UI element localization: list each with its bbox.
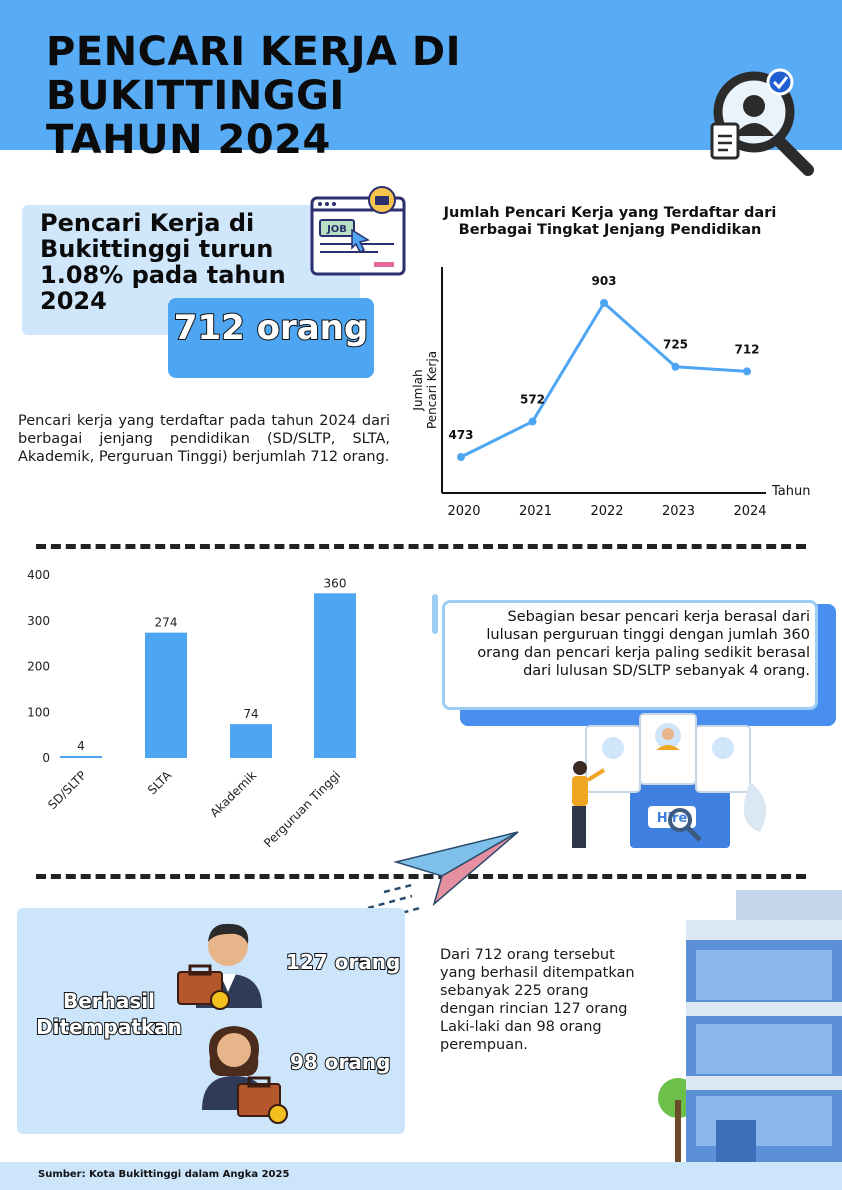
bar [60,756,102,758]
male-placed-count: 127 orang [286,950,401,974]
bar-data-label: 274 [154,615,178,630]
placement-label-line-1: Berhasil [62,989,156,1013]
female-worker-icon [198,1018,298,1130]
line-data-label: 473 [448,428,474,442]
hire-badge-label: Hire [656,811,688,826]
page-title [46,30,746,162]
line-point [600,299,608,307]
line-point [457,453,465,461]
divider [36,544,806,549]
line-data-label: 725 [662,337,689,352]
placement-paragraph: Dari 712 orang tersebut yang berhasil ditempatkan sebanyak 225 orang dengan rincian 127 orang Laki-laki dan 98 orang perempuan. [440,947,635,1053]
bar-y-tick-label: 0 [42,751,50,765]
line-point [743,367,751,375]
title-line-1: PENCARI KERJA DI BUKITTINGGI [46,29,462,119]
hiring-illustration [560,712,790,860]
placement-label [20,988,198,1040]
headline-text: Pencari Kerja di Bukittinggi turun 1.08% pada tahun 2024 [40,209,286,315]
line-x-tick-label: 2023 [661,504,696,519]
line-chart-x-label: Tahun [772,484,811,499]
line-x-tick-label: 2024 [733,504,767,519]
y-label-line: Pencari Kerja [425,350,439,430]
line-x-tick-label: 2020 [447,504,481,519]
callout-accent [432,594,438,634]
line-x-tick-label: 2022 [590,504,624,519]
job-window-icon [308,186,408,278]
bar-category-label: SLTA [144,768,175,798]
line-data-label: 572 [519,392,546,407]
line-point [529,418,537,426]
line-series [461,303,747,457]
bar-data-label: 74 [243,707,259,722]
bar-chart [10,560,410,860]
line-data-label: 712 [734,342,760,357]
job-search-icon [706,66,818,178]
bar [314,593,356,758]
bar-y-tick-label: 200 [27,659,50,674]
placement-label-line-2: Ditempatkan [36,1015,182,1039]
line-data-label: 903 [591,274,617,288]
male-worker-icon [176,916,276,1012]
bar-data-label: 360 [323,576,347,591]
jobseeker-count: 712 orang [173,308,369,348]
bar-category-label: Perguruan Tinggi [261,768,344,851]
bar-y-tick-label: 400 [27,568,50,582]
callout-text: Sebagian besar pencari kerja berasal dari lulusan perguruan tinggi dengan jumlah 360 orang dan pencari kerja paling sedikit berasal dari lulusan SD/SLTP sebanyak 4 orang. [477,609,810,679]
bar [145,633,187,758]
bar-y-tick-label: 300 [27,613,50,628]
bar-y-tick-label: 100 [27,705,50,720]
line-point [672,363,680,371]
source-note: Sumber: Kota Bukittinggi dalam Angka 2025 [38,1169,290,1180]
bar-data-label: 4 [77,739,85,753]
y-label-line: Jumlah [411,369,425,411]
line-x-tick-label: 2021 [518,504,553,519]
line-chart-y-label [411,351,439,429]
female-placed-count: 98 orang [290,1050,391,1074]
title-line-2: TAHUN 2024 [46,117,331,163]
line-chart [400,255,830,525]
job-badge-label: JOB [327,224,347,235]
bar [230,724,272,758]
summary-paragraph: Pencari kerja yang terdaftar pada tahun 2024 dari berbagai jenjang pendidikan (SD/SLTP, SLTA, Akademik, Perguruan Tinggi) berjumlah 712 orang. [18,413,390,465]
bar-category-label: Akademik [207,768,260,821]
bar-category-label: SD/SLTP [45,768,90,813]
office-building-icon [656,890,842,1162]
line-chart-title: Jumlah Pencari Kerja yang Terdaftar dari Berbagai Tingkat Jenjang Pendidikan [443,205,777,238]
